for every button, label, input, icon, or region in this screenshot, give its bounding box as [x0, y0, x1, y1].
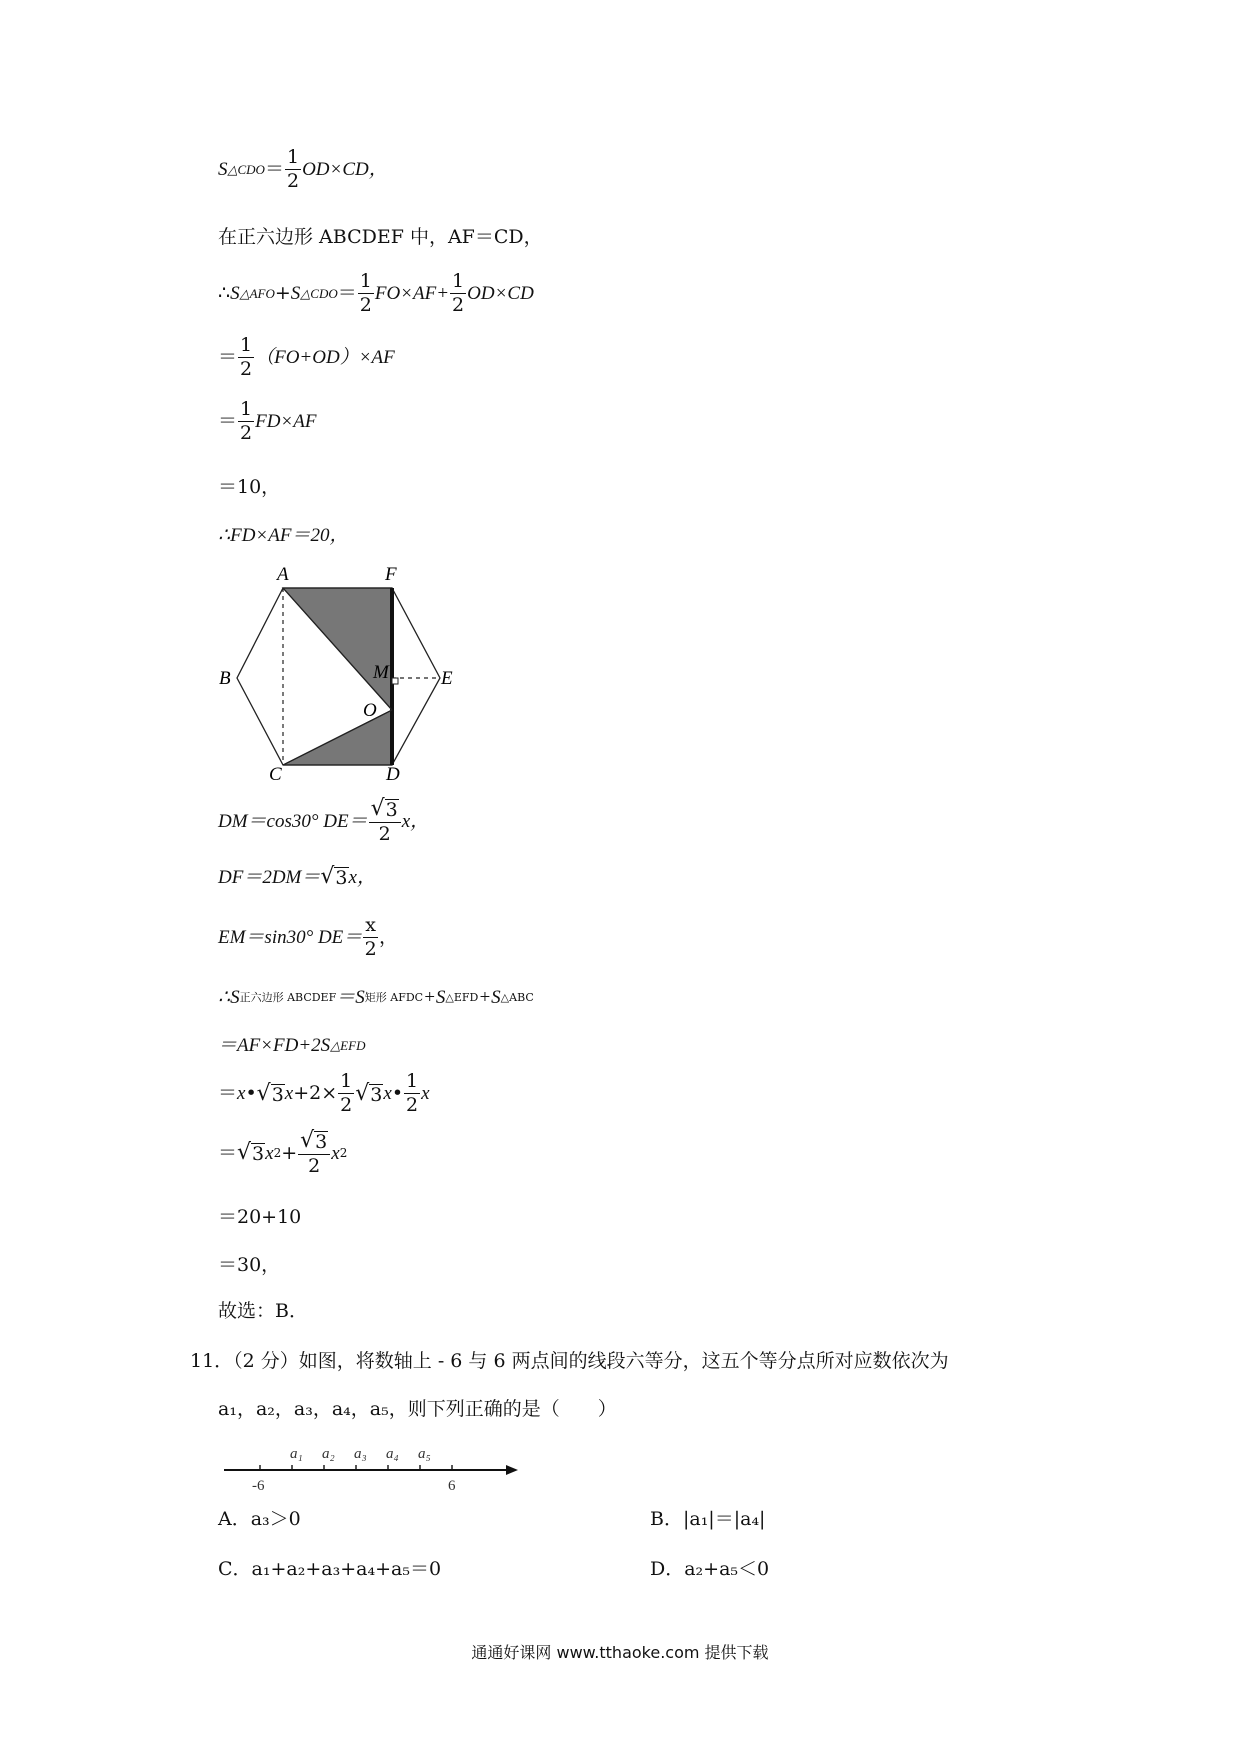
label-e: E [441, 668, 453, 689]
question-11-line-2: a₁，a₂，a₃，a₄，a₅，则下列正确的是（ ） [218, 1398, 617, 1420]
solution-line-15: ＝20+10 [218, 1206, 302, 1228]
label-c: C [269, 764, 282, 780]
solution-line-8: DM＝cos30° DE＝ √ 3 2 x， [218, 796, 430, 845]
solution-line-13: ＝ x • √ 3 x +2× $\frac{1}{2}$ √ 3 x • $\frac{1}{2}$ x [218, 1070, 430, 1116]
solution-line-5: ＝ $\frac{1}{2}$ FD×AF [218, 398, 317, 444]
label-d: D [386, 764, 400, 780]
option-c[interactable]: C．a₁+a₂+a₃+a₄+a₅＝0 [218, 1558, 442, 1580]
option-d[interactable]: D．a₂+a₅＜0 [650, 1558, 770, 1580]
solution-answer: 故选：B． [218, 1300, 308, 1322]
tick-label-6: 6 [448, 1478, 456, 1494]
hexagon-figure [215, 560, 465, 780]
point-label-a3: a₃ [354, 1446, 367, 1462]
label-b: B [219, 668, 231, 689]
solution-line-10: EM＝sin30° DE＝ $\frac{x}{2}$ ， [218, 914, 399, 960]
option-a[interactable]: A．a₃＞0 [218, 1508, 301, 1530]
question-11-line-1: 11．（2 分）如图，将数轴上 - 6 与 6 两点间的线段六等分，这五个等分点所对应数依次为 [190, 1350, 949, 1372]
label-o: O [363, 700, 377, 721]
fraction-half: $\frac{1}{2}$ [286, 146, 300, 192]
label-a: A [277, 564, 289, 585]
option-b[interactable]: B．|a₁|＝|a₄| [650, 1508, 766, 1530]
tick-label-minus-6: -6 [252, 1478, 265, 1494]
point-label-a4: a₄ [386, 1446, 399, 1462]
point-label-a1: a₁ [290, 1446, 303, 1462]
solution-line-11: ∴S 正六边形 ABCDEF ＝S 矩形 AFDC +S △EFD +S △ABC [218, 987, 534, 1008]
solution-line-4: ＝ $\frac{1}{2}$ （FO+OD）×AF [218, 334, 395, 380]
solution-line-6: ＝10， [218, 476, 281, 498]
solution-line-3: ∴ S △AFO + S △CDO ＝ $\frac{1}{2}$ FO×AF+ $\frac{1}{2}$ OD×CD [218, 270, 534, 316]
solution-line-12: ＝AF×FD+2S △EFD [218, 1035, 366, 1056]
solution-line-14: ＝ √ 3 x 2 + √ 3 2 x 2 [218, 1128, 348, 1177]
number-line [220, 1438, 520, 1498]
solution-line-7: ∴FD×AF＝20， [218, 525, 349, 546]
number-line-arrow [506, 1465, 518, 1475]
point-label-a5: a₅ [418, 1446, 431, 1462]
solution-line-16: ＝30， [218, 1254, 281, 1276]
label-m: M [373, 662, 389, 683]
right-angle-marker [392, 678, 398, 684]
label-f: F [385, 564, 397, 585]
page-footer: 通通好课网 www.tthaoke.com 提供下载 [471, 1643, 769, 1662]
solution-line-2: 在正六边形 ABCDEF 中，AF＝CD， [218, 226, 543, 248]
solution-line-1: S △CDO ＝ $\frac{1}{2}$ OD×CD， [218, 146, 388, 192]
point-label-a2: a₂ [322, 1446, 335, 1462]
solution-line-9: DF＝2DM＝ √ 3 x， [218, 864, 376, 889]
